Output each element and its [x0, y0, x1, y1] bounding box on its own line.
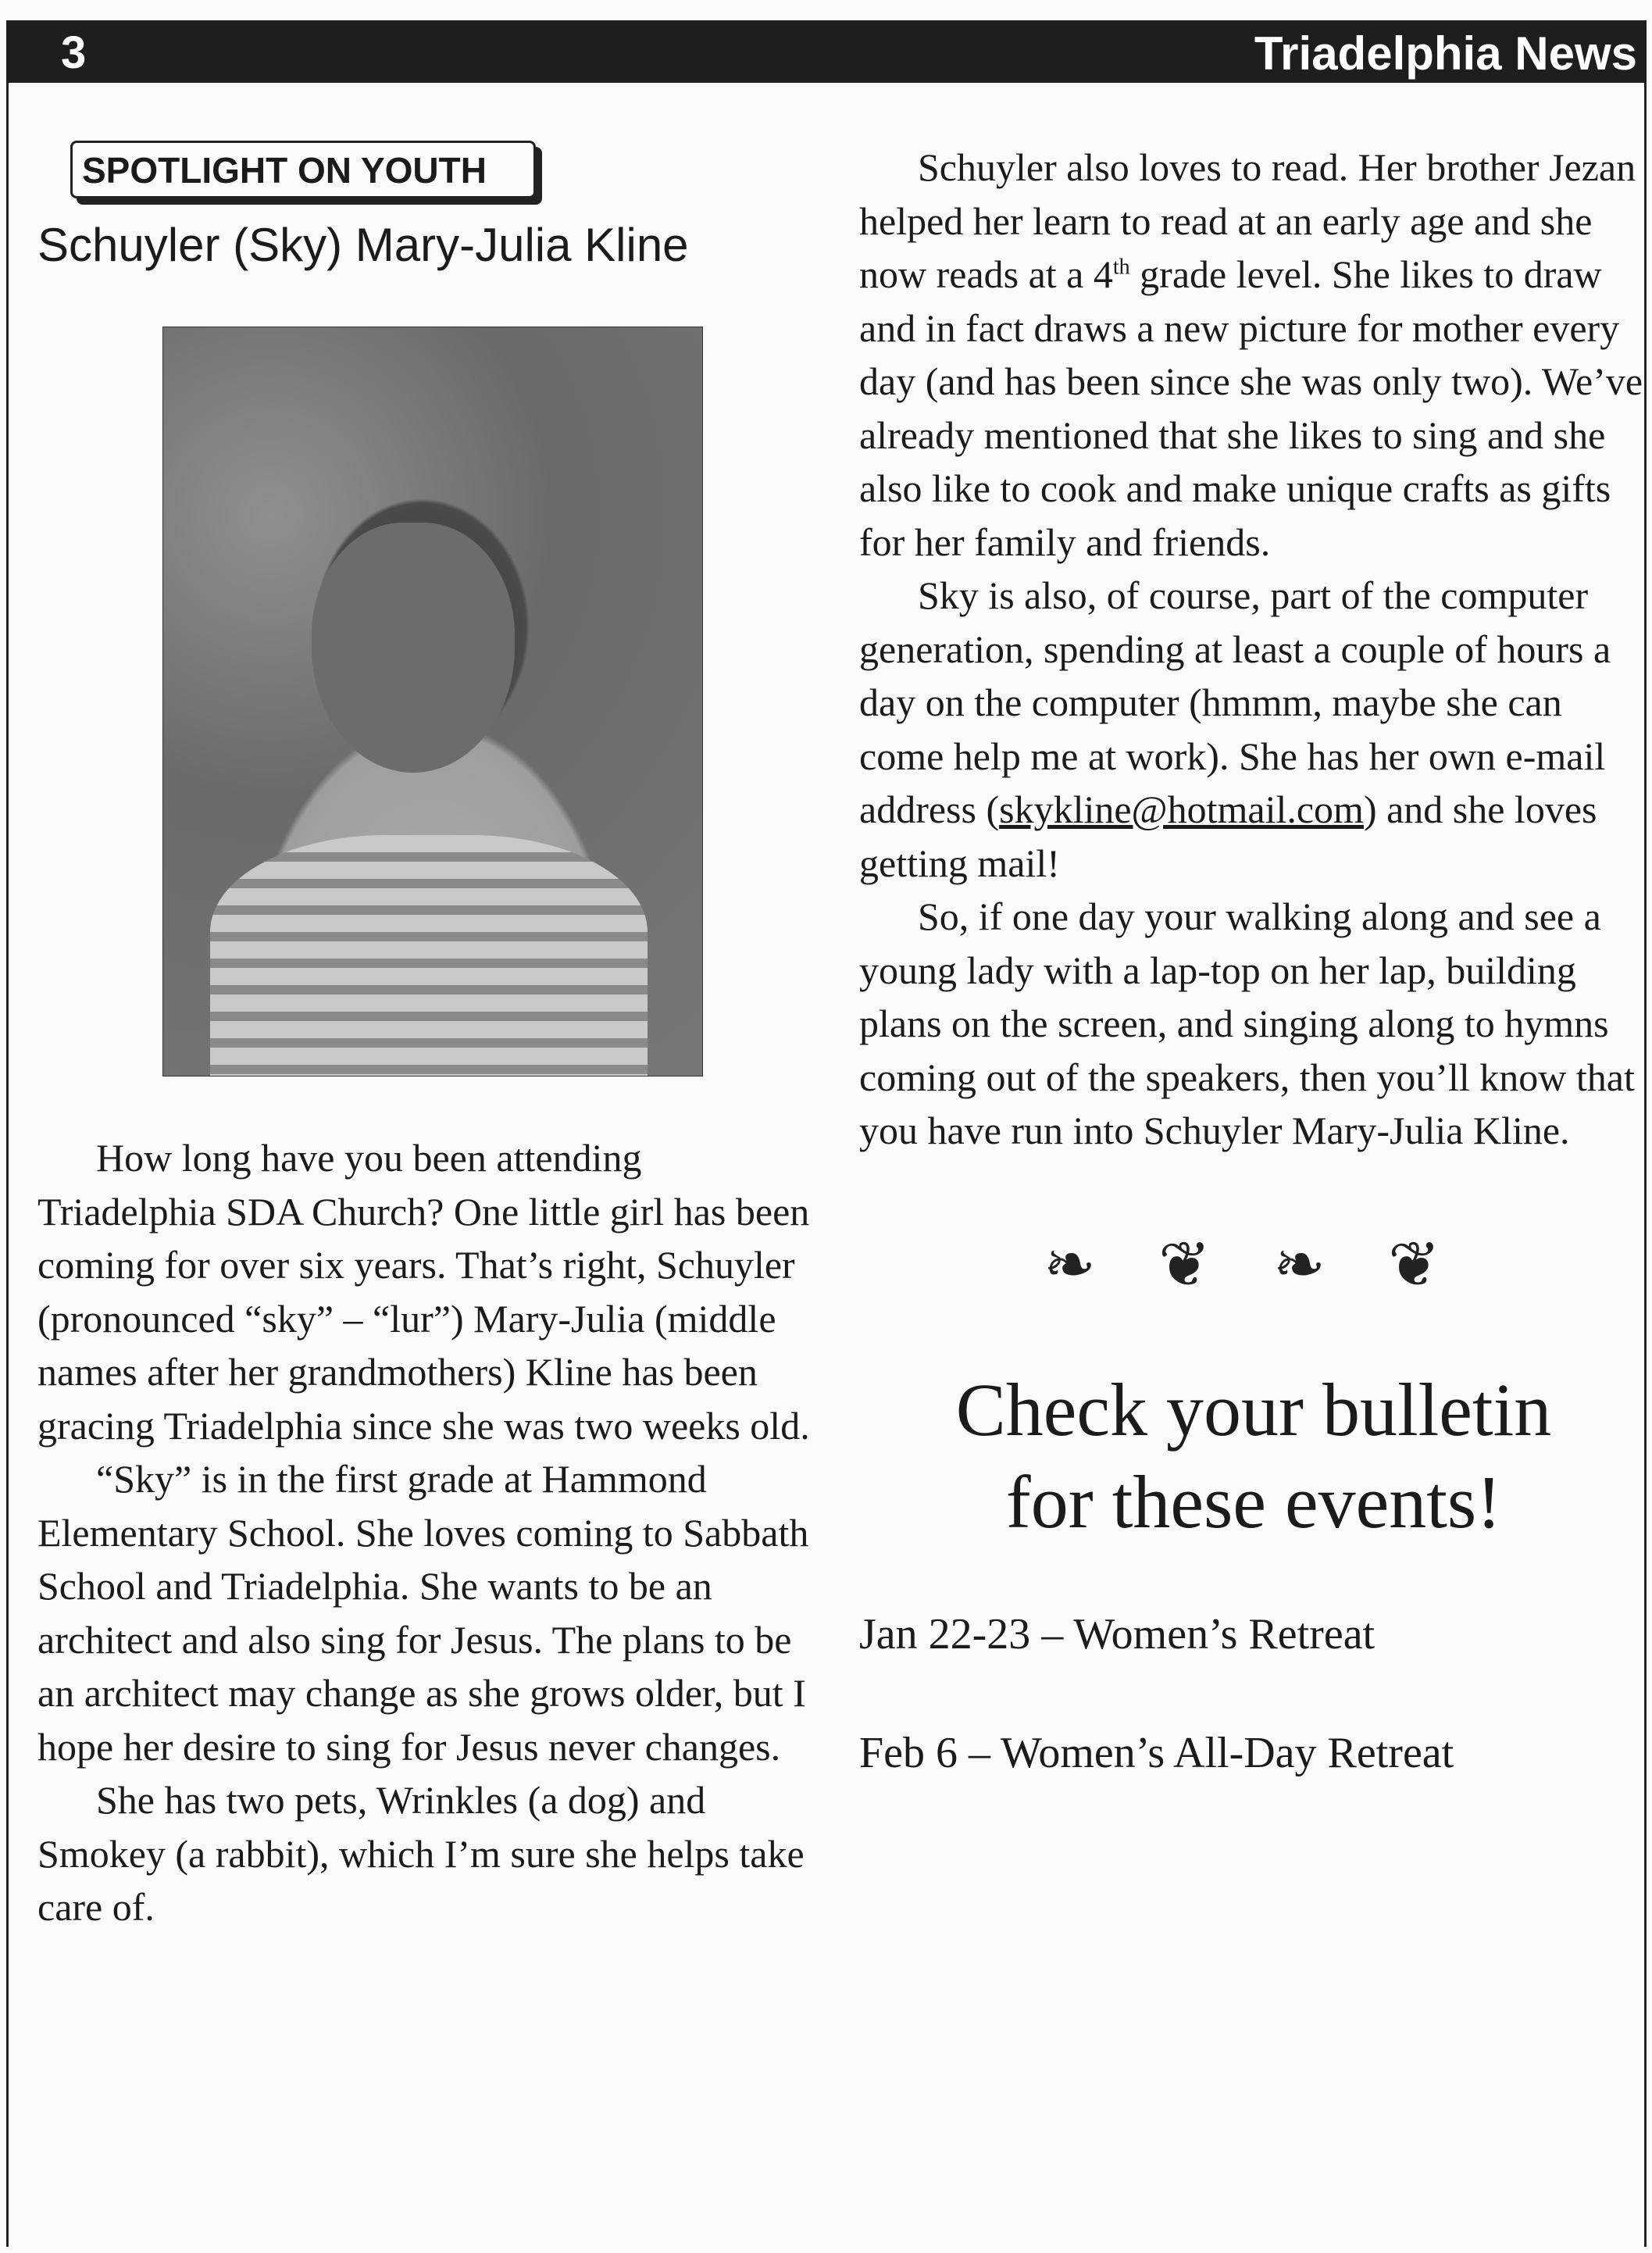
superscript: th: [1112, 255, 1130, 280]
section-label: SPOTLIGHT ON YOUTH: [70, 141, 536, 198]
article-title: Schuyler (Sky) Mary-Julia Kline: [37, 219, 689, 271]
portrait-photo: [162, 327, 703, 1077]
event-item: Feb 6 – Women’s All-Day Retreat: [859, 1728, 1454, 1777]
events-heading-line: for these events!: [1005, 1459, 1502, 1544]
paragraph: So, if one day your walking along and see a young lady with a lap-top on her lap, building plans on the screen, and singing along to hymns coming out of the speakers, then you’ll know that you have run into Schuyler Mary-Julia Kline.: [859, 894, 1635, 1152]
page-number: 3: [61, 27, 87, 78]
right-column: [859, 141, 1648, 1778]
publication-title: Triadelphia News: [1254, 27, 1637, 80]
text-run: Sky is also, of course, part of the computer generation, spending at least a couple of hours a day on the computer (hmmm, maybe she can come help me at work). She has her own e-mail address (: [859, 573, 1611, 831]
events-heading-line: Check your bulletin: [955, 1367, 1552, 1451]
paragraph: She has two pets, Wrinkles (a dog) and Smokey (a rabbit), which I’m sure she helps take care of.: [37, 1778, 805, 1929]
text-run: ) and she loves getting mail!: [859, 787, 1597, 885]
paragraph: How long have you been attending Triadelphia SDA Church? One little girl has been coming for over six years. That’s right, Schuyler (pronounced “sky” – “lur”) Mary-Julia (middle names after her grandmothers) Kline has been gracing Triadelphia since she was two weeks old.: [37, 1136, 810, 1448]
paragraph: [859, 569, 1648, 890]
events-heading: [859, 1364, 1648, 1548]
photo-face: [312, 523, 515, 773]
text-run: Schuyler also loves to read. Her brother Jezan helped her learn to read at an early age and she now reads at a 4: [859, 145, 1636, 296]
ornament-divider: ❧ ❦ ❧ ❦: [1043, 1230, 1465, 1300]
text-run: grade level. She likes to draw and in fact draws a new picture for mother every day (and has been since she was only two). We’ve already mentioned that she likes to sing and she also like to cook and make unique crafts as gifts for her family and friends.: [859, 252, 1643, 564]
left-article-text: [37, 1131, 819, 1934]
right-article-text: [859, 141, 1648, 1158]
page-header: [6, 20, 1647, 83]
photo-shirt: [210, 835, 648, 1077]
paragraph: “Sky” is in the first grade at Hammond Elementary School. She loves coming to Sabbath School and Triadelphia. She wants to be an architect and also sing for Jesus. The plans to be an architect may change as she grows older, but I hope her desire to sing for Jesus never changes.: [37, 1457, 809, 1769]
event-item: Jan 22-23 – Women’s Retreat: [859, 1609, 1375, 1659]
paragraph: [859, 141, 1648, 569]
left-column: [37, 141, 819, 1934]
email-link[interactable]: skykline@hotmail.com: [999, 787, 1364, 831]
